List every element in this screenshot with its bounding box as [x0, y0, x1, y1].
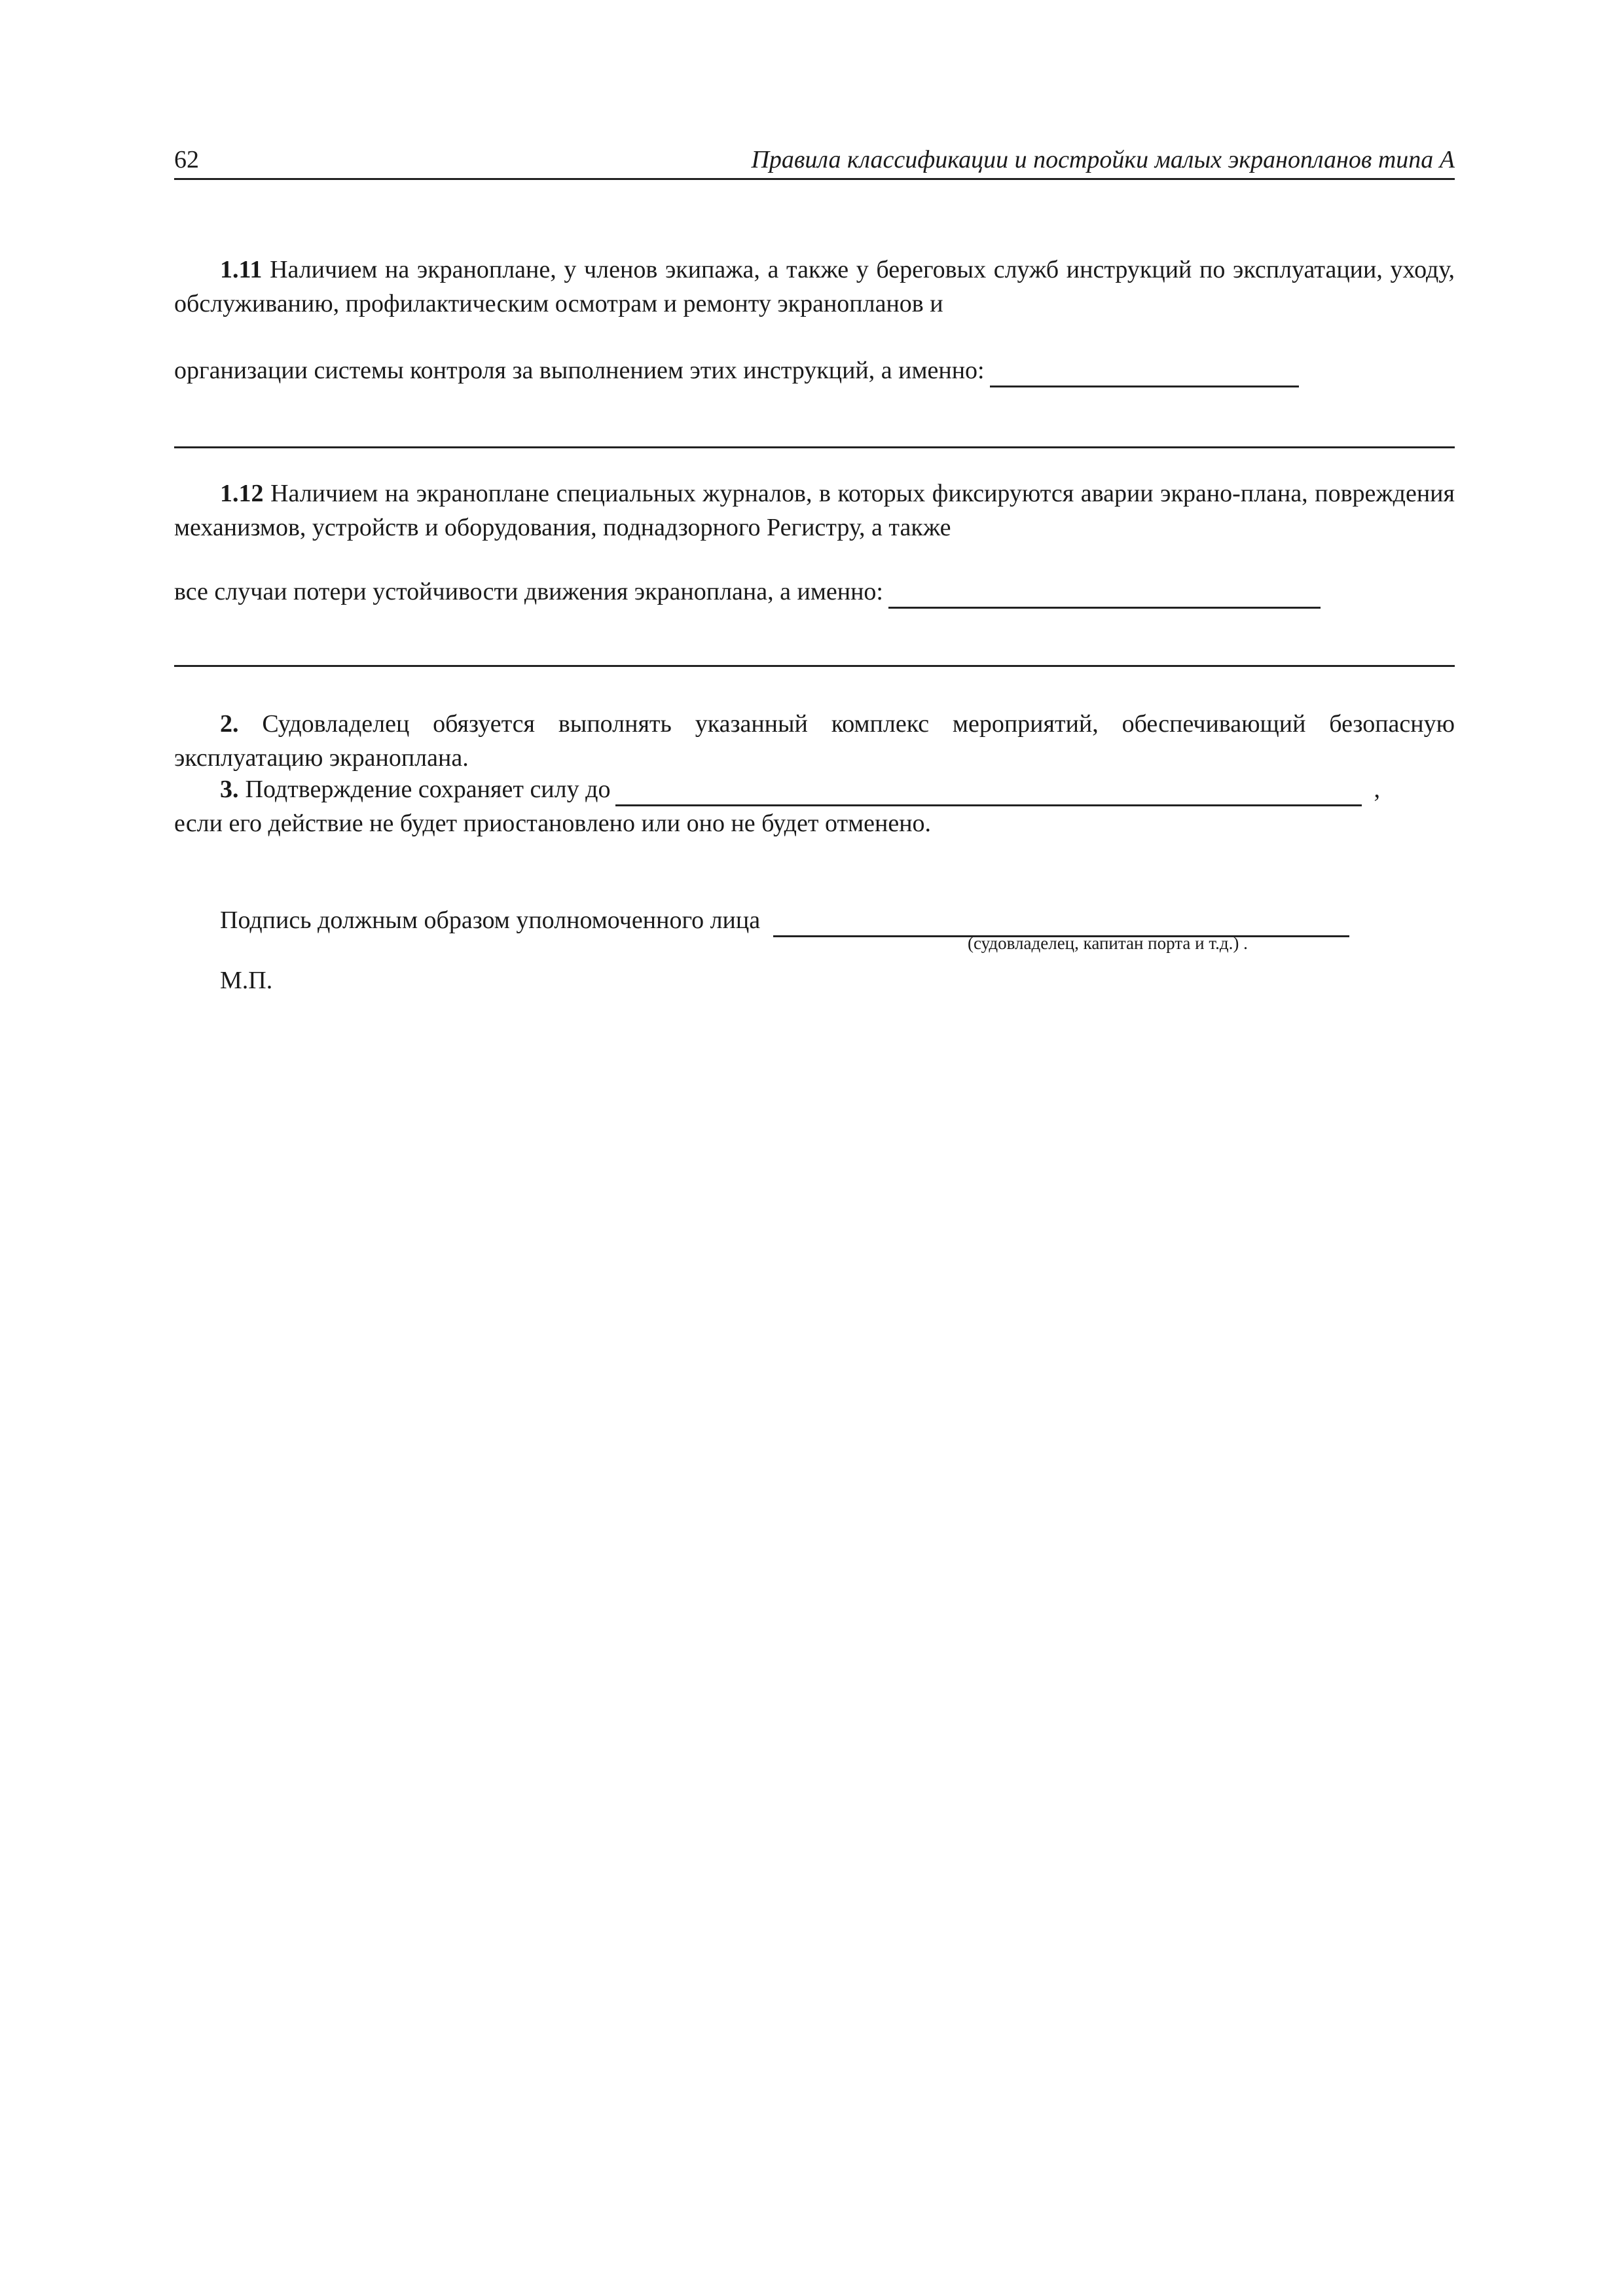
comma: , — [1374, 776, 1380, 803]
signature-row — [174, 903, 1455, 937]
signature-caption: (судовладелец, капитан порта и т.д.) . — [968, 933, 1248, 953]
blank-field[interactable] — [990, 361, 1299, 387]
page-header — [174, 144, 1455, 180]
paragraph-3 — [174, 772, 1455, 806]
paragraph-tail-text: все случаи потери устойчивости движения экраноплана, а именно: — [174, 578, 883, 605]
item-number: 1.12 — [220, 480, 264, 507]
paragraph-text: если его действие не будет приостановлено или оно не будет отменено. — [174, 810, 932, 837]
paragraph-1-11-tail — [174, 353, 1455, 387]
stamp-mark: М.П. — [220, 967, 273, 994]
paragraph-text: Наличием на экраноплане специальных журналов, в которых фиксируются аварии экрано-плана, повреждения механизмов, устройств и оборудования, поднадзорного Регистру, а также — [174, 480, 1455, 541]
page-number: 62 — [174, 146, 199, 173]
item-number: 1.11 — [220, 256, 263, 283]
blank-line[interactable] — [174, 665, 1455, 667]
item-number: 3. — [220, 776, 239, 803]
paragraph-text: Наличием на экраноплане, у членов экипажа, а также у береговых служб инструкций по эксплуатации, уходу, обслуживанию, профилактическим осмотрам и ремонту экранопланов и — [174, 256, 1455, 317]
blank-field[interactable] — [888, 582, 1321, 609]
paragraph-3-continuation — [174, 806, 1455, 840]
paragraph-1-11 — [174, 253, 1455, 321]
paragraph-text: Подтверждение сохраняет силу до — [245, 776, 611, 803]
signature-label: Подпись должным образом уполномоченного лица — [220, 906, 761, 934]
paragraph-1-12-tail — [174, 575, 1455, 609]
paragraph-2 — [174, 707, 1455, 775]
validity-date-field[interactable] — [615, 780, 1362, 806]
running-title: Правила классификации и постройки малых экранопланов типа А — [751, 146, 1455, 173]
item-number: 2. — [220, 710, 239, 738]
blank-line[interactable] — [174, 446, 1455, 448]
paragraph-1-12 — [174, 476, 1455, 545]
paragraph-tail-text: организации системы контроля за выполнением этих инструкций, а именно: — [174, 357, 985, 384]
paragraph-text: Судовладелец обязуется выполнять указанный комплекс мероприятий, обеспечивающий безопасную эксплуатацию экраноплана. — [174, 710, 1455, 772]
